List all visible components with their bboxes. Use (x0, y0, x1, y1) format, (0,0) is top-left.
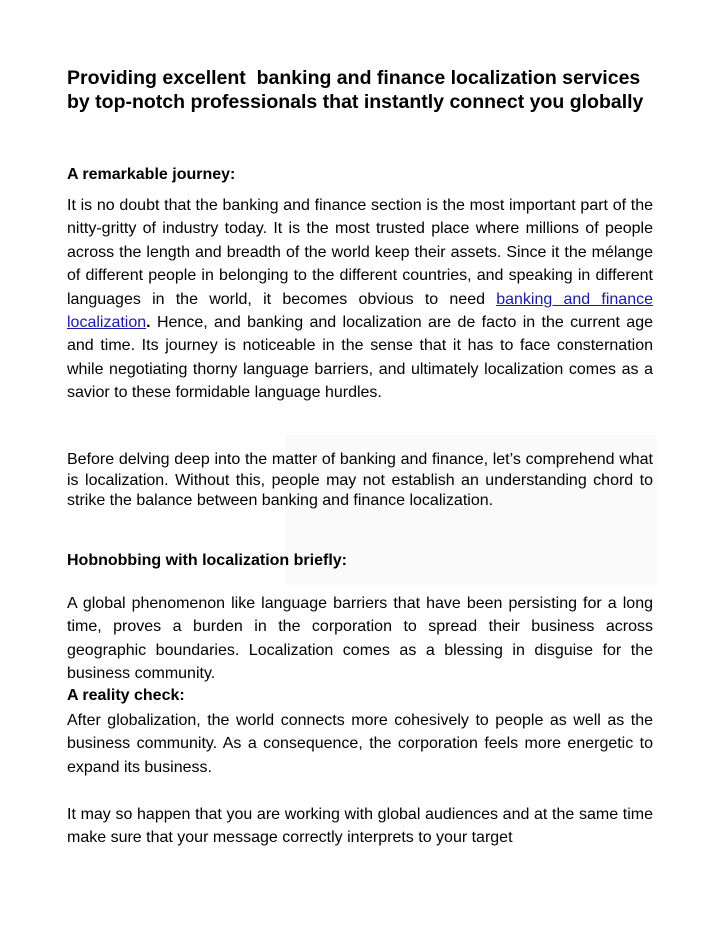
paragraph-before-delving: Before delving deep into the matter of banking and finance, let’s comprehend what is localization. Without this, people may not establish an understanding chord to strike the balance between banking and finance localization. (67, 451, 653, 509)
paragraph-text: Hence, and banking and localization are de facto in the current age and time. Its journey is noticeable in the sense that it has to face consternation while negotiating thorny language barriers, and ultimately localization comes as a savior to these formidable language hurdles. (67, 314, 653, 402)
paragraph-text: It is no doubt that the banking and finance section is the most important part of the nitty-gritty of industry today. It is the most trusted place where millions of people across the length and breadth of the world keep their assets. Since it the mélange of different people in belonging to the different countries, and speaking in different languages in the world, it becomes obvious to need (67, 197, 653, 308)
paragraph-after-globalization: After globalization, the world connects more cohesively to people as well as the business community. As a consequence, the corporation feels more energetic to expand its business. (67, 712, 653, 776)
section-heading-hobnobbing: Hobnobbing with localization briefly: (67, 552, 347, 569)
paragraph-journey-intro (67, 194, 653, 405)
sentence-period: . (146, 314, 151, 332)
section-heading-remarkable-journey: A remarkable journey: (67, 166, 236, 183)
paragraph-global-phenomenon: A global phenomenon like language barriers that have been persisting for a long time, proves a burden in the corporation to spread their business across geographic boundaries. Localization comes as a blessing in disguise for the business community. (67, 595, 653, 683)
section-heading-reality-check: A reality check: (67, 687, 185, 704)
banking-finance-localization-link[interactable]: banking and finance localization (67, 290, 653, 332)
paragraph-global-audiences: It may so happen that you are working with global audiences and at the same time make sure that your message correctly interprets to your target (67, 806, 653, 847)
document-title: Providing excellent banking and finance localization services by top-notch professionals that instantly connect you globally (67, 67, 646, 113)
